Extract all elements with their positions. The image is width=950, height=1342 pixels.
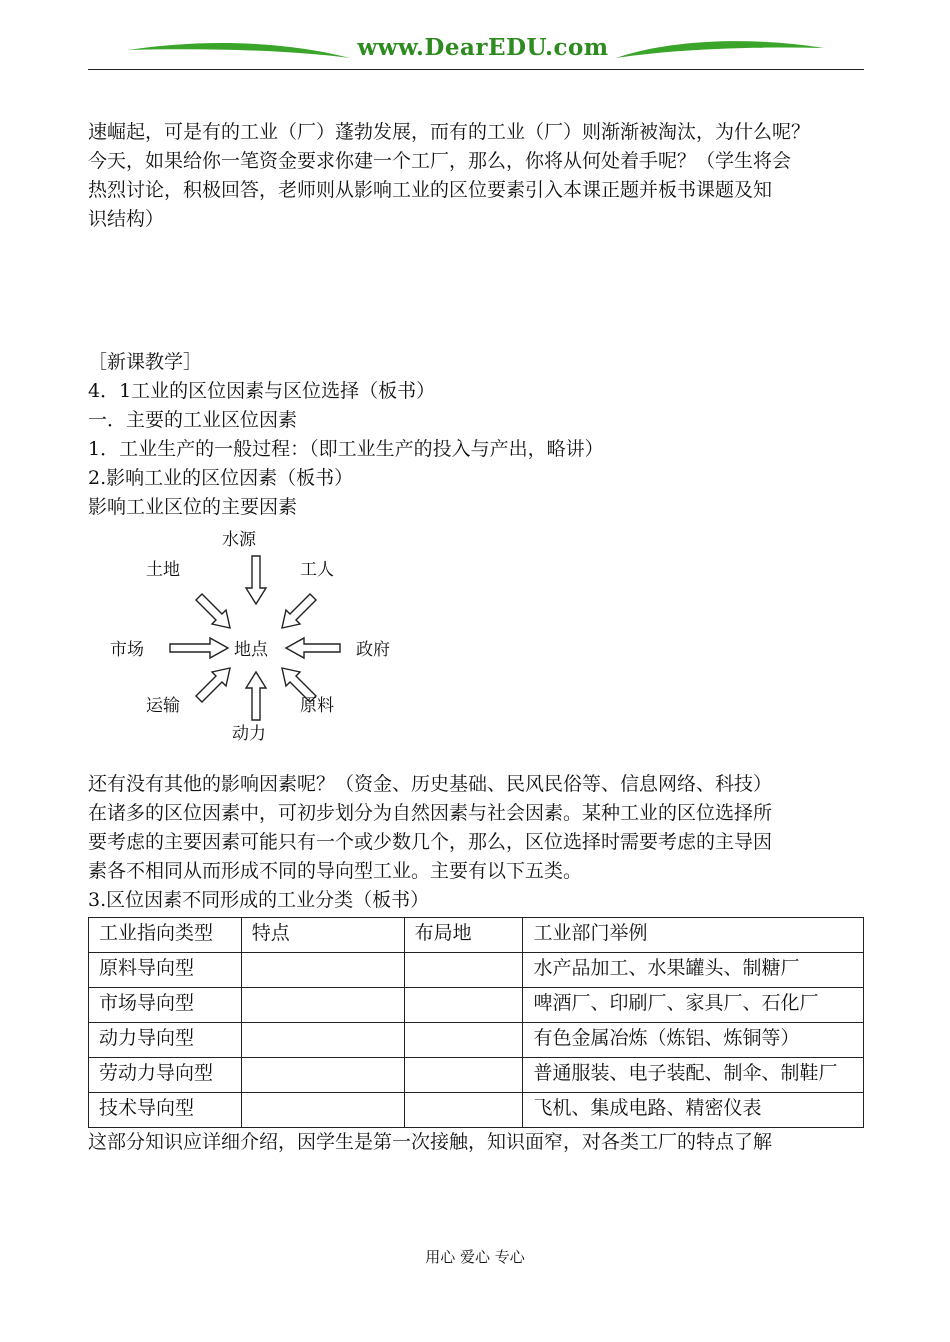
section-label: ［新课教学］: [88, 351, 203, 373]
factor-raw-materials: 原料: [300, 696, 334, 716]
table-header-cell: 布局地: [404, 918, 523, 953]
arrow-market: [170, 638, 228, 658]
table-cell: [404, 988, 523, 1023]
factor-market: 市场: [110, 640, 144, 660]
heading-4-1: 4．1工业的区位因素与区位选择（板书）: [88, 380, 436, 402]
intro-line: 今天，如果给你一笔资金要求你建一个工厂，那么，你将从何处着手呢？（学生将会: [88, 150, 792, 172]
table-cell: 普通服装、电子装配、制伞、制鞋厂: [523, 1058, 864, 1093]
arrow-government: [286, 638, 340, 658]
arrow-transport: [196, 668, 230, 702]
table-cell: 有色金属冶炼（炼铝、炼铜等）: [523, 1023, 864, 1058]
paragraph-line: 在诸多的区位因素中，可初步划分为自然因素与社会因素。某种工业的区位选择所: [88, 802, 773, 824]
table-cell: 啤酒厂、印刷厂、家具厂、石化厂: [523, 988, 864, 1023]
factor-transport: 运输: [146, 696, 180, 716]
factor-workers: 工人: [300, 560, 334, 580]
item-2: 2.影响工业的区位因素（板书）: [88, 467, 354, 489]
factor-government: 政府: [356, 640, 390, 660]
table-row: [89, 1023, 864, 1058]
table-cell: 市场导向型: [89, 988, 242, 1023]
arrow-water: [246, 556, 266, 604]
table-row: [89, 1093, 864, 1128]
table-row: [89, 953, 864, 988]
table-cell: 技术导向型: [89, 1093, 242, 1128]
table-cell: 水产品加工、水果罐头、制糖厂: [523, 953, 864, 988]
arrow-workers: [282, 594, 316, 628]
table-cell: [404, 1093, 523, 1128]
table-header-row: [89, 918, 864, 953]
table-cell: 动力导向型: [89, 1023, 242, 1058]
heading-1: 一．主要的工业区位因素: [88, 409, 298, 431]
table-row: [89, 988, 864, 1023]
item-1: 1．工业生产的一般过程：（即工业生产的投入与产出，略讲）: [88, 438, 604, 460]
table-header-cell: 工业部门举例: [523, 918, 864, 953]
closing-line: 这部分知识应详细介绍，因学生是第一次接触，知识面窄，对各类工厂的特点了解: [88, 1131, 773, 1153]
document-body: [88, 118, 864, 1157]
factor-land: 土地: [146, 560, 180, 580]
diagram-center: 地点: [234, 640, 268, 660]
table-header-cell: 特点: [241, 918, 404, 953]
table-cell: [241, 953, 404, 988]
page-footer: 用心 爱心 专心: [425, 1248, 525, 1266]
table-cell: 劳动力导向型: [89, 1058, 242, 1093]
logo-text: www.DearEDU.com: [357, 34, 609, 61]
after-diagram-text: [88, 770, 864, 915]
intro-line: 识结构）: [88, 208, 165, 230]
table-cell: 原料导向型: [89, 953, 242, 988]
page-header: [88, 28, 864, 70]
paragraph-line: 还有没有其他的影响因素呢？（资金、历史基础、民风民俗等、信息网络、科技）: [88, 773, 773, 795]
table-cell: 飞机、集成电路、精密仪表: [523, 1093, 864, 1128]
table-cell: [404, 1058, 523, 1093]
table-row: [89, 1058, 864, 1093]
table-cell: [241, 988, 404, 1023]
header-rule: [88, 69, 864, 71]
heading-3: 3.区位因素不同形成的工业分类（板书）: [88, 889, 430, 911]
arrow-land: [196, 594, 230, 628]
industry-orientation-table: [88, 917, 864, 1128]
table-cell: [241, 1058, 404, 1093]
diagram-title: 影响工业区位的主要因素: [88, 496, 298, 518]
location-factor-diagram: [104, 530, 424, 748]
paragraph-line: 素各不相同从而形成不同的导向型工业。主要有以下五类。: [88, 860, 583, 882]
arrow-power: [246, 672, 266, 720]
table-cell: [241, 1093, 404, 1128]
factor-power: 动力: [232, 724, 266, 744]
table-cell: [404, 953, 523, 988]
factor-water: 水源: [222, 530, 256, 550]
table-cell: [241, 1023, 404, 1058]
intro-line: 速崛起，可是有的工业（厂）蓬勃发展，而有的工业（厂）则渐渐被淘汰，为什么呢？: [88, 121, 811, 143]
table-header-cell: 工业指向类型: [89, 918, 242, 953]
paragraph-line: 要考虑的主要因素可能只有一个或少数几个，那么，区位选择时需要考虑的主导因: [88, 831, 773, 853]
intro-line: 热烈讨论，积极回答，老师则从影响工业的区位要素引入本课正题并板书课题及知: [88, 179, 773, 201]
table-cell: [404, 1023, 523, 1058]
